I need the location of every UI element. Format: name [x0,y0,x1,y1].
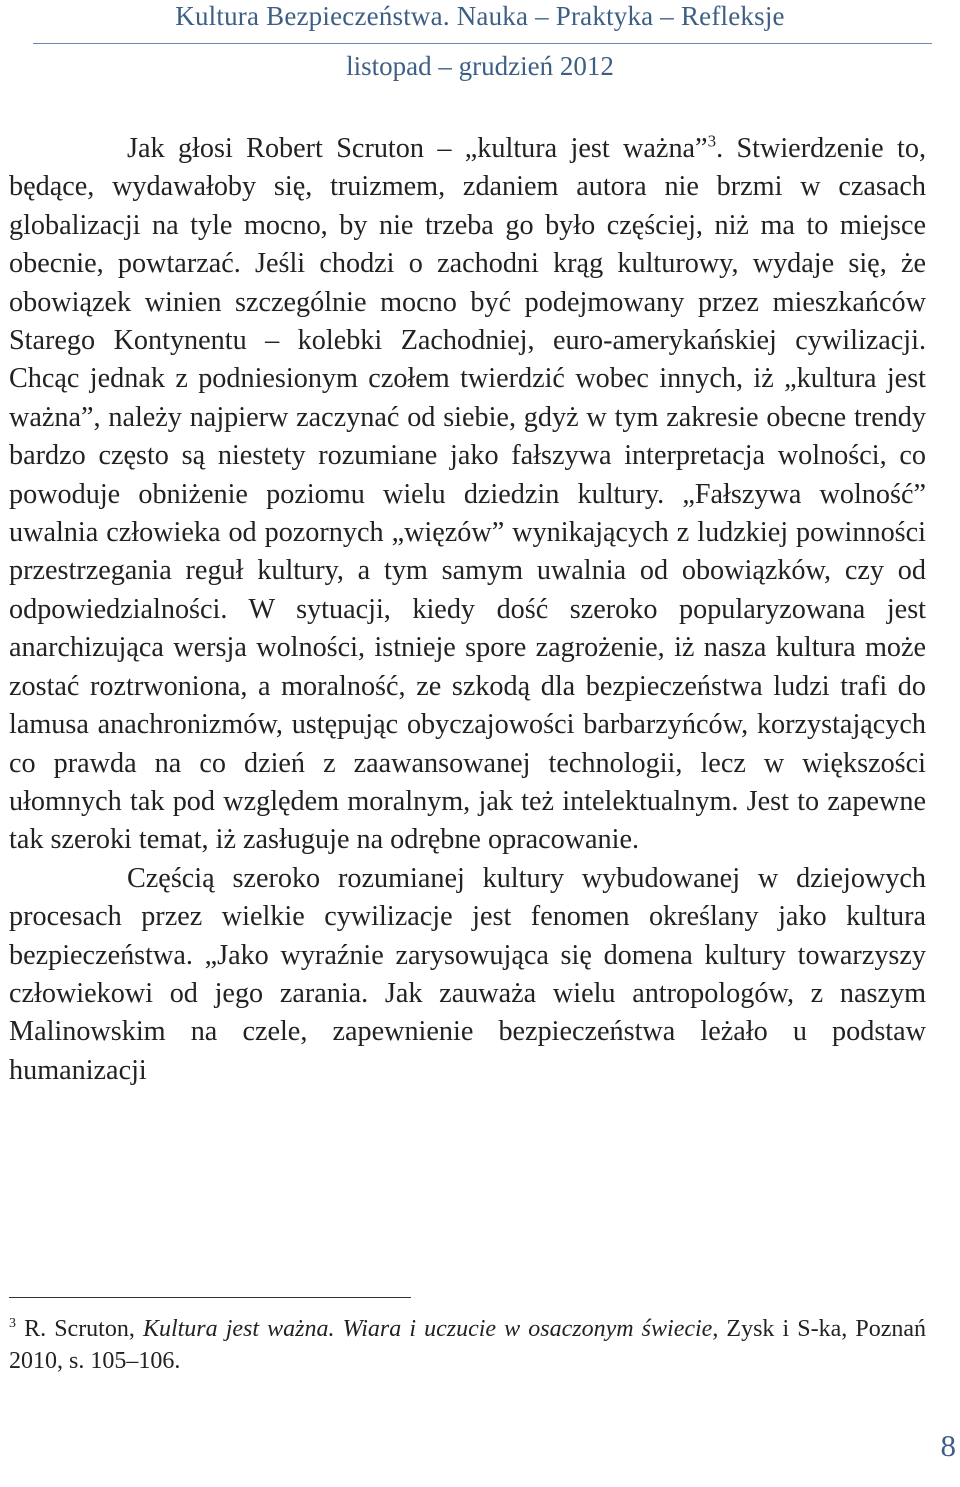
footnote-author: R. Scruton, [16,1316,143,1342]
main-text [9,130,926,1090]
paragraph-1 [9,130,926,860]
paragraph-1-opening: Jak głosi Robert Scruton – „kultura jest ważna” [127,133,708,164]
paragraph-2: Częścią szeroko rozumianej kultury wybudowanej w dziejowych procesach przez wielkie cywilizacje jest fenomen określany jako kultura bezpieczeństwa. „Jako wyraźnie zarysowująca się domena kultury towarzyszy człowiekowi od jego zarania. Jak zauważa wielu antropologów, z naszym Malinowskim na czele, zapewnienie bezpieczeństwa leżało u podstaw humanizacji [9,862,926,1086]
footnote-reference: 3 [707,131,717,151]
paragraph-1-continuation: . Stwierdzenie to, będące, wydawałoby się, truizmem, zdaniem autora nie brzmi w czasach globalizacji na tyle mocno, by nie trzeba go było częściej, niż ma to miejsce obecnie, powtarzać. Jeśli chodzi o zachodni krąg kulturowy, wydaje się, że obowiązek winien szczególnie mocno być podejmowany przez mieszkańców Starego Kontynentu – kolebki Zachodniej, euro-amerykańskiej cywilizacji. Chcąc jednak z podniesionym czołem twierdzić wobec innych, iż „kultura jest ważna”, należy najpierw zaczynać od siebie, gdyż w tym zakresie obecne trendy bardzo często są niestety rozumiane jako fałszywa interpretacja wolności, co powoduje obniżenie poziomu wielu dziedzin kultury. „Fałszywa wolność” uwalnia człowieka od pozornych „więzów” wynikających z ludzkiej powinności przestrzegania reguł kultury, a tym samym uwalnia od obowiązków, czy od odpowiedzialności. W sytuacji, kiedy dość szeroko popularyzowana jest anarchizująca wersja wolności, istnieje spore zagrożenie, iż nasza kultura może zostać roztrwoniona, a moralność, ze szkodą dla bezpieczeństwa ludzi trafi do lamusa anachronizmów, ustępując obyczajowości barbarzyńców, korzystających co prawda na co dzień z zaawansowanej technologii, lecz w większości ułomnych tak pod względem moralnym, jak też intelektualnym. Jest to zapewne tak szeroki temat, iż zasługuje na odrębne opracowanie. [9,133,926,856]
journal-title: Kultura Bezpieczeństwa. Nauka – Praktyka – Refleksje [175,1,785,31]
footnote-publisher: , Zysk i S-ka, Poznań 2010, s. 105–106. [9,1316,927,1374]
header-divider [33,43,932,44]
footnote [9,1313,926,1377]
footnote-number: 3 [9,1316,16,1331]
page-number: 8 [940,1428,956,1463]
footnote-book-title: Kultura jest ważna. Wiara i uczucie w osaczonym świecie [142,1316,713,1342]
footnote-separator [9,1297,411,1298]
issue-date: listopad – grudzień 2012 [346,51,614,81]
